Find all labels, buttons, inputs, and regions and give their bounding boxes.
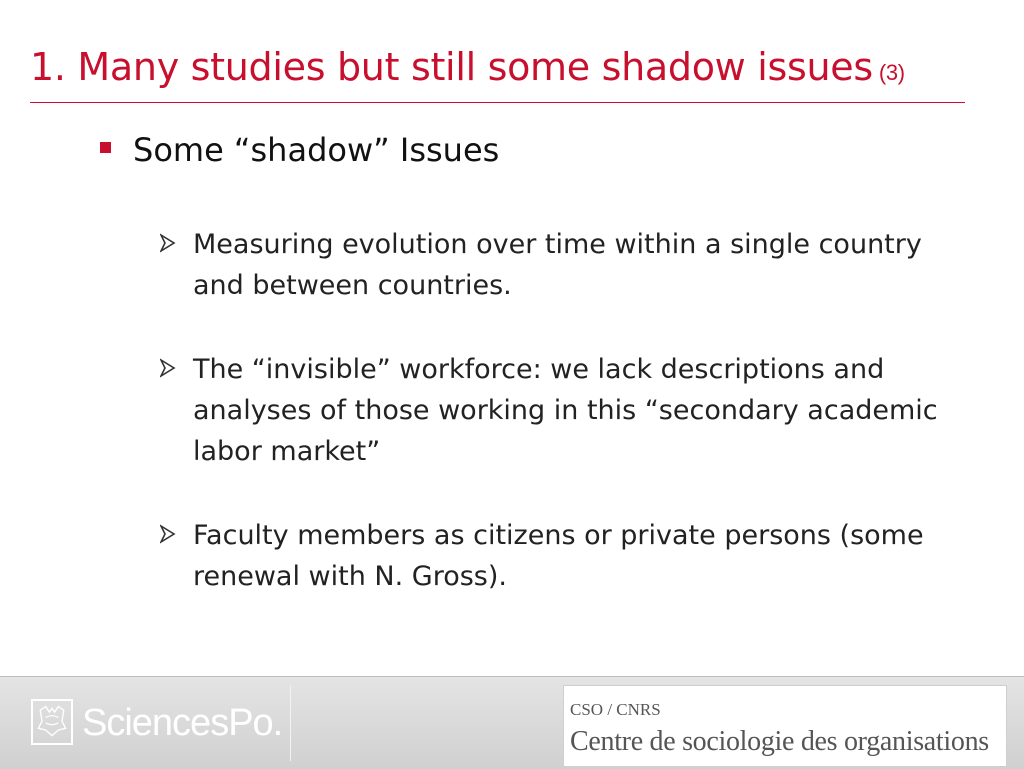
sub-bullet-item xyxy=(160,349,980,472)
cso-name: Centre de sociologie des organisations xyxy=(570,726,989,757)
sub-bullet-text: Measuring evolution over time within a single country and between countries. xyxy=(193,229,922,301)
arrowhead-icon xyxy=(160,358,176,378)
slide-title-number: (3) xyxy=(878,60,905,85)
cso-cnrs-label: CSO / CNRS xyxy=(570,700,661,719)
slide-title-text: 1. Many studies but still some shadow issues xyxy=(30,45,873,89)
slide-title xyxy=(30,42,905,98)
main-bullet xyxy=(100,128,499,172)
arrowhead-icon xyxy=(160,233,176,253)
sub-bullet-text: The “invisible” workforce: we lack descriptions and analyses of those working in this “secondary academic labor market” xyxy=(193,354,938,467)
main-bullet-text: Some “shadow” Issues xyxy=(133,131,500,169)
sub-bullet-item xyxy=(160,515,980,597)
red-square-bullet-icon xyxy=(100,142,111,153)
sub-bullet-text: Faculty members as citizens or private persons (some renewal with N. Gross). xyxy=(193,520,924,592)
sciencespo-logo-text: SciencesPo. xyxy=(82,702,283,744)
sub-bullet-list xyxy=(160,224,980,597)
sciencespo-crest-icon xyxy=(31,699,73,745)
footer-bar xyxy=(0,676,1024,769)
arrowhead-icon xyxy=(160,524,176,544)
sub-bullet-item xyxy=(160,224,980,306)
cso-logo xyxy=(563,685,1007,767)
title-underline xyxy=(30,102,965,103)
footer-divider xyxy=(290,685,291,761)
